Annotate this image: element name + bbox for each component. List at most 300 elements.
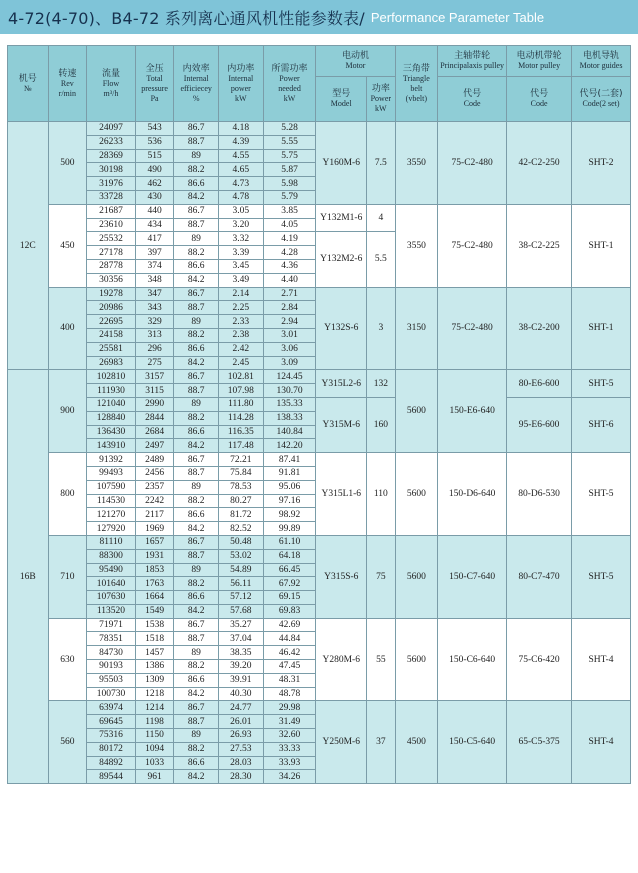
- flow-cell: 19278: [87, 287, 136, 301]
- principal-pulley-cell: 75-C2-480: [438, 204, 507, 287]
- flow-cell: 21687: [87, 204, 136, 218]
- internal-power-cell: 2.33: [219, 315, 264, 329]
- pressure-cell: 1538: [135, 618, 174, 632]
- header-motor-power: 功率 Power kW: [367, 77, 395, 122]
- flow-cell: 80172: [87, 742, 136, 756]
- motor-model-cell: Y132M1-6: [316, 204, 367, 232]
- needed-power-cell: 48.31: [263, 673, 316, 687]
- flow-cell: 100730: [87, 687, 136, 701]
- pressure-cell: 296: [135, 342, 174, 356]
- principal-pulley-cell: 150-C7-640: [438, 535, 507, 618]
- efficiency-cell: 86.6: [174, 756, 219, 770]
- header-needed-power: 所需功率 Power needed kW: [263, 46, 316, 122]
- internal-power-cell: 40.30: [219, 687, 264, 701]
- pressure-cell: 1198: [135, 715, 174, 729]
- speed-cell: 800: [48, 453, 87, 536]
- speed-cell: 630: [48, 618, 87, 701]
- internal-power-cell: 107.98: [219, 384, 264, 398]
- flow-cell: 22695: [87, 315, 136, 329]
- header-pressure: 全压 Total pressure Pa: [135, 46, 174, 122]
- internal-power-cell: 57.68: [219, 604, 264, 618]
- internal-power-cell: 4.73: [219, 177, 264, 191]
- pressure-cell: 1214: [135, 701, 174, 715]
- page-title-en: Performance Parameter Table: [370, 9, 545, 25]
- internal-power-cell: 39.91: [219, 673, 264, 687]
- pressure-cell: 313: [135, 328, 174, 342]
- motor-model-cell: Y250M-6: [316, 701, 367, 784]
- efficiency-cell: 86.7: [174, 287, 219, 301]
- flow-cell: 24097: [87, 122, 136, 136]
- belt-cell: 4500: [395, 701, 438, 784]
- motor-power-cell: 7.5: [367, 122, 395, 205]
- needed-power-cell: 91.81: [263, 466, 316, 480]
- needed-power-cell: 5.55: [263, 135, 316, 149]
- flow-cell: 26233: [87, 135, 136, 149]
- efficiency-cell: 86.6: [174, 177, 219, 191]
- needed-power-cell: 5.87: [263, 163, 316, 177]
- motor-guide-cell: SHT-2: [572, 122, 631, 205]
- pressure-cell: 2684: [135, 425, 174, 439]
- internal-power-cell: 4.65: [219, 163, 264, 177]
- efficiency-cell: 88.2: [174, 328, 219, 342]
- efficiency-cell: 89: [174, 563, 219, 577]
- pressure-cell: 329: [135, 315, 174, 329]
- pressure-cell: 1969: [135, 522, 174, 536]
- efficiency-cell: 86.6: [174, 342, 219, 356]
- efficiency-cell: 84.2: [174, 273, 219, 287]
- motor-guide-cell: SHT-1: [572, 204, 631, 287]
- efficiency-cell: 88.7: [174, 549, 219, 563]
- internal-power-cell: 3.05: [219, 204, 264, 218]
- belt-cell: 5600: [395, 535, 438, 618]
- header-motor-model: 型号 Model: [316, 77, 367, 122]
- page-title-bar: [0, 0, 638, 34]
- header-internal-power: 内功率 Internal power kW: [219, 46, 264, 122]
- efficiency-cell: 84.2: [174, 770, 219, 784]
- flow-cell: 127920: [87, 522, 136, 536]
- flow-cell: 78351: [87, 632, 136, 646]
- internal-power-cell: 111.80: [219, 397, 264, 411]
- flow-cell: 114530: [87, 494, 136, 508]
- internal-power-cell: 54.89: [219, 563, 264, 577]
- needed-power-cell: 3.01: [263, 328, 316, 342]
- needed-power-cell: 66.45: [263, 563, 316, 577]
- motor-pulley-cell: 80-E6-600: [507, 370, 572, 398]
- flow-cell: 89544: [87, 770, 136, 784]
- needed-power-cell: 2.71: [263, 287, 316, 301]
- pressure-cell: 348: [135, 273, 174, 287]
- internal-power-cell: 81.72: [219, 508, 264, 522]
- flow-cell: 27178: [87, 246, 136, 260]
- motor-power-cell: 3: [367, 287, 395, 370]
- flow-cell: 113520: [87, 604, 136, 618]
- page-title: 4-72(4-70)、B4-72 系列离心通风机性能参数表/: [8, 8, 365, 28]
- header-speed: 转速 Rev r/min: [48, 46, 87, 122]
- flow-cell: 69645: [87, 715, 136, 729]
- pressure-cell: 1518: [135, 632, 174, 646]
- header-row-1: [8, 46, 631, 77]
- internal-power-cell: 28.03: [219, 756, 264, 770]
- needed-power-cell: 42.69: [263, 618, 316, 632]
- principal-pulley-cell: 150-C5-640: [438, 701, 507, 784]
- speed-cell: 500: [48, 122, 87, 205]
- efficiency-cell: 84.2: [174, 687, 219, 701]
- pressure-cell: 543: [135, 122, 174, 136]
- internal-power-cell: 3.39: [219, 246, 264, 260]
- principal-pulley-cell: 75-C2-480: [438, 287, 507, 370]
- flow-cell: 25581: [87, 342, 136, 356]
- table-row: [8, 618, 631, 632]
- header-flow: 流量 Flow m³/h: [87, 46, 136, 122]
- internal-power-cell: 27.53: [219, 742, 264, 756]
- needed-power-cell: 4.19: [263, 232, 316, 246]
- speed-cell: 900: [48, 370, 87, 453]
- needed-power-cell: 142.20: [263, 439, 316, 453]
- efficiency-cell: 84.2: [174, 522, 219, 536]
- flow-cell: 95503: [87, 673, 136, 687]
- pressure-cell: 1853: [135, 563, 174, 577]
- internal-power-cell: 3.49: [219, 273, 264, 287]
- needed-power-cell: 95.06: [263, 480, 316, 494]
- motor-guide-cell: SHT-6: [572, 397, 631, 452]
- needed-power-cell: 48.78: [263, 687, 316, 701]
- efficiency-cell: 88.7: [174, 466, 219, 480]
- motor-power-cell: 37: [367, 701, 395, 784]
- flow-cell: 128840: [87, 411, 136, 425]
- flow-cell: 75316: [87, 729, 136, 743]
- internal-power-cell: 3.20: [219, 218, 264, 232]
- flow-cell: 25532: [87, 232, 136, 246]
- pressure-cell: 347: [135, 287, 174, 301]
- flow-cell: 33728: [87, 190, 136, 204]
- efficiency-cell: 84.2: [174, 190, 219, 204]
- internal-power-cell: 117.48: [219, 439, 264, 453]
- efficiency-cell: 86.7: [174, 535, 219, 549]
- header-machine-no: 机号 №: [8, 46, 49, 122]
- needed-power-cell: 44.84: [263, 632, 316, 646]
- pressure-cell: 2117: [135, 508, 174, 522]
- header-efficiency: 内效率 Internal efficiecey %: [174, 46, 219, 122]
- motor-pulley-cell: 42-C2-250: [507, 122, 572, 205]
- efficiency-cell: 89: [174, 232, 219, 246]
- internal-power-cell: 82.52: [219, 522, 264, 536]
- needed-power-cell: 31.49: [263, 715, 316, 729]
- pressure-cell: 1931: [135, 549, 174, 563]
- needed-power-cell: 97.16: [263, 494, 316, 508]
- efficiency-cell: 86.7: [174, 370, 219, 384]
- efficiency-cell: 88.2: [174, 163, 219, 177]
- flow-cell: 84730: [87, 646, 136, 660]
- pressure-cell: 1457: [135, 646, 174, 660]
- needed-power-cell: 33.33: [263, 742, 316, 756]
- motor-pulley-cell: 38-C2-200: [507, 287, 572, 370]
- internal-power-cell: 2.38: [219, 328, 264, 342]
- pressure-cell: 1309: [135, 673, 174, 687]
- table-row: [8, 370, 631, 384]
- principal-pulley-cell: 150-C6-640: [438, 618, 507, 701]
- pressure-cell: 1664: [135, 591, 174, 605]
- efficiency-cell: 84.2: [174, 604, 219, 618]
- needed-power-cell: 69.83: [263, 604, 316, 618]
- efficiency-cell: 86.6: [174, 673, 219, 687]
- pressure-cell: 343: [135, 301, 174, 315]
- efficiency-cell: 89: [174, 646, 219, 660]
- motor-model-cell: Y132S-6: [316, 287, 367, 370]
- internal-power-cell: 28.30: [219, 770, 264, 784]
- belt-cell: 5600: [395, 618, 438, 701]
- needed-power-cell: 5.79: [263, 190, 316, 204]
- flow-cell: 121270: [87, 508, 136, 522]
- motor-model-cell: Y160M-6: [316, 122, 367, 205]
- table-row: [8, 287, 631, 301]
- internal-power-cell: 26.01: [219, 715, 264, 729]
- motor-power-cell: 5.5: [367, 232, 395, 287]
- pressure-cell: 434: [135, 218, 174, 232]
- pressure-cell: 1150: [135, 729, 174, 743]
- internal-power-cell: 78.53: [219, 480, 264, 494]
- efficiency-cell: 86.6: [174, 508, 219, 522]
- header-principal-pulley: 主轴带轮 Principalaxis pulley: [438, 46, 507, 77]
- motor-model-cell: Y315M-6: [316, 397, 367, 452]
- needed-power-cell: 135.33: [263, 397, 316, 411]
- belt-cell: 3550: [395, 122, 438, 205]
- motor-guide-cell: SHT-5: [572, 370, 631, 398]
- pressure-cell: 3157: [135, 370, 174, 384]
- principal-pulley-cell: 150-E6-640: [438, 370, 507, 453]
- efficiency-cell: 88.7: [174, 218, 219, 232]
- pressure-cell: 1657: [135, 535, 174, 549]
- needed-power-cell: 46.42: [263, 646, 316, 660]
- flow-cell: 107630: [87, 591, 136, 605]
- machine-no-cell: 12C: [8, 122, 49, 370]
- internal-power-cell: 24.77: [219, 701, 264, 715]
- efficiency-cell: 88.2: [174, 742, 219, 756]
- efficiency-cell: 86.7: [174, 701, 219, 715]
- efficiency-cell: 88.2: [174, 411, 219, 425]
- efficiency-cell: 88.7: [174, 384, 219, 398]
- pressure-cell: 490: [135, 163, 174, 177]
- internal-power-cell: 75.84: [219, 466, 264, 480]
- flow-cell: 102810: [87, 370, 136, 384]
- internal-power-cell: 4.55: [219, 149, 264, 163]
- efficiency-cell: 89: [174, 315, 219, 329]
- efficiency-cell: 88.2: [174, 246, 219, 260]
- internal-power-cell: 2.14: [219, 287, 264, 301]
- table-row: [8, 397, 631, 411]
- internal-power-cell: 38.35: [219, 646, 264, 660]
- internal-power-cell: 114.28: [219, 411, 264, 425]
- motor-pulley-cell: 80-C7-470: [507, 535, 572, 618]
- header-principal-pulley-code: 代号 Code: [438, 77, 507, 122]
- pressure-cell: 536: [135, 135, 174, 149]
- flow-cell: 143910: [87, 439, 136, 453]
- internal-power-cell: 53.02: [219, 549, 264, 563]
- needed-power-cell: 124.45: [263, 370, 316, 384]
- needed-power-cell: 29.98: [263, 701, 316, 715]
- internal-power-cell: 4.78: [219, 190, 264, 204]
- internal-power-cell: 4.18: [219, 122, 264, 136]
- needed-power-cell: 2.94: [263, 315, 316, 329]
- header-belt: 三角带 Triangle belt (vbelt): [395, 46, 438, 122]
- motor-guide-cell: SHT-4: [572, 701, 631, 784]
- speed-cell: 400: [48, 287, 87, 370]
- internal-power-cell: 102.81: [219, 370, 264, 384]
- flow-cell: 30198: [87, 163, 136, 177]
- internal-power-cell: 80.27: [219, 494, 264, 508]
- flow-cell: 99493: [87, 466, 136, 480]
- flow-cell: 101640: [87, 577, 136, 591]
- flow-cell: 71971: [87, 618, 136, 632]
- flow-cell: 91392: [87, 453, 136, 467]
- internal-power-cell: 26.93: [219, 729, 264, 743]
- needed-power-cell: 5.98: [263, 177, 316, 191]
- flow-cell: 24158: [87, 328, 136, 342]
- pressure-cell: 515: [135, 149, 174, 163]
- efficiency-cell: 88.7: [174, 715, 219, 729]
- needed-power-cell: 67.92: [263, 577, 316, 591]
- needed-power-cell: 5.28: [263, 122, 316, 136]
- pressure-cell: 1386: [135, 660, 174, 674]
- efficiency-cell: 89: [174, 729, 219, 743]
- pressure-cell: 417: [135, 232, 174, 246]
- needed-power-cell: 130.70: [263, 384, 316, 398]
- needed-power-cell: 4.28: [263, 246, 316, 260]
- efficiency-cell: 84.2: [174, 439, 219, 453]
- motor-model-cell: Y315L2-6: [316, 370, 367, 398]
- flow-cell: 81110: [87, 535, 136, 549]
- flow-cell: 30356: [87, 273, 136, 287]
- motor-power-cell: 55: [367, 618, 395, 701]
- flow-cell: 121040: [87, 397, 136, 411]
- needed-power-cell: 99.89: [263, 522, 316, 536]
- needed-power-cell: 5.75: [263, 149, 316, 163]
- needed-power-cell: 4.36: [263, 259, 316, 273]
- flow-cell: 28369: [87, 149, 136, 163]
- flow-cell: 31976: [87, 177, 136, 191]
- machine-no-cell: 16B: [8, 370, 49, 784]
- header-motor-guides-code: 代号(二套) Code(2 set): [572, 77, 631, 122]
- needed-power-cell: 32.60: [263, 729, 316, 743]
- efficiency-cell: 86.7: [174, 618, 219, 632]
- internal-power-cell: 37.04: [219, 632, 264, 646]
- needed-power-cell: 34.26: [263, 770, 316, 784]
- motor-model-cell: Y132M2-6: [316, 232, 367, 287]
- motor-guide-cell: SHT-1: [572, 287, 631, 370]
- header-motor: 电动机 Motor: [316, 46, 395, 77]
- table-row: [8, 535, 631, 549]
- pressure-cell: 2990: [135, 397, 174, 411]
- motor-model-cell: Y280M-6: [316, 618, 367, 701]
- principal-pulley-cell: 75-C2-480: [438, 122, 507, 205]
- needed-power-cell: 4.05: [263, 218, 316, 232]
- pressure-cell: 961: [135, 770, 174, 784]
- internal-power-cell: 2.25: [219, 301, 264, 315]
- speed-cell: 710: [48, 535, 87, 618]
- motor-guide-cell: SHT-4: [572, 618, 631, 701]
- flow-cell: 95490: [87, 563, 136, 577]
- pressure-cell: 2497: [135, 439, 174, 453]
- pressure-cell: 374: [135, 259, 174, 273]
- pressure-cell: 2489: [135, 453, 174, 467]
- principal-pulley-cell: 150-D6-640: [438, 453, 507, 536]
- flow-cell: 63974: [87, 701, 136, 715]
- flow-cell: 20986: [87, 301, 136, 315]
- pressure-cell: 2456: [135, 466, 174, 480]
- internal-power-cell: 57.12: [219, 591, 264, 605]
- header-motor-guides: 电机导轨 Motor guides: [572, 46, 631, 77]
- internal-power-cell: 2.42: [219, 342, 264, 356]
- internal-power-cell: 35.27: [219, 618, 264, 632]
- needed-power-cell: 3.85: [263, 204, 316, 218]
- motor-power-cell: 160: [367, 397, 395, 452]
- needed-power-cell: 138.33: [263, 411, 316, 425]
- motor-power-cell: 75: [367, 535, 395, 618]
- flow-cell: 84892: [87, 756, 136, 770]
- internal-power-cell: 4.39: [219, 135, 264, 149]
- motor-power-cell: 132: [367, 370, 395, 398]
- efficiency-cell: 86.7: [174, 122, 219, 136]
- belt-cell: 5600: [395, 453, 438, 536]
- table-row: [8, 453, 631, 467]
- motor-model-cell: Y315L1-6: [316, 453, 367, 536]
- needed-power-cell: 47.45: [263, 660, 316, 674]
- pressure-cell: 440: [135, 204, 174, 218]
- needed-power-cell: 64.18: [263, 549, 316, 563]
- motor-power-cell: 4: [367, 204, 395, 232]
- needed-power-cell: 4.40: [263, 273, 316, 287]
- motor-pulley-cell: 75-C6-420: [507, 618, 572, 701]
- pressure-cell: 462: [135, 177, 174, 191]
- speed-cell: 450: [48, 204, 87, 287]
- needed-power-cell: 3.09: [263, 356, 316, 370]
- internal-power-cell: 3.45: [219, 259, 264, 273]
- flow-cell: 26983: [87, 356, 136, 370]
- internal-power-cell: 72.21: [219, 453, 264, 467]
- flow-cell: 28778: [87, 259, 136, 273]
- needed-power-cell: 61.10: [263, 535, 316, 549]
- pressure-cell: 3115: [135, 384, 174, 398]
- pressure-cell: 1549: [135, 604, 174, 618]
- pressure-cell: 1218: [135, 687, 174, 701]
- flow-cell: 107590: [87, 480, 136, 494]
- flow-cell: 111930: [87, 384, 136, 398]
- efficiency-cell: 88.7: [174, 632, 219, 646]
- efficiency-cell: 86.7: [174, 453, 219, 467]
- motor-power-cell: 110: [367, 453, 395, 536]
- header-motor-pulley: 电动机带轮 Motor pulley: [507, 46, 572, 77]
- efficiency-cell: 88.2: [174, 660, 219, 674]
- motor-pulley-cell: 95-E6-600: [507, 397, 572, 452]
- efficiency-cell: 84.2: [174, 356, 219, 370]
- motor-pulley-cell: 65-C5-375: [507, 701, 572, 784]
- efficiency-cell: 86.6: [174, 259, 219, 273]
- flow-cell: 23610: [87, 218, 136, 232]
- needed-power-cell: 98.92: [263, 508, 316, 522]
- pressure-cell: 1763: [135, 577, 174, 591]
- needed-power-cell: 69.15: [263, 591, 316, 605]
- speed-cell: 560: [48, 701, 87, 784]
- motor-guide-cell: SHT-5: [572, 535, 631, 618]
- efficiency-cell: 86.6: [174, 425, 219, 439]
- pressure-cell: 397: [135, 246, 174, 260]
- efficiency-cell: 89: [174, 480, 219, 494]
- efficiency-cell: 86.6: [174, 591, 219, 605]
- motor-model-cell: Y315S-6: [316, 535, 367, 618]
- pressure-cell: 430: [135, 190, 174, 204]
- flow-cell: 90193: [87, 660, 136, 674]
- flow-cell: 136430: [87, 425, 136, 439]
- needed-power-cell: 2.84: [263, 301, 316, 315]
